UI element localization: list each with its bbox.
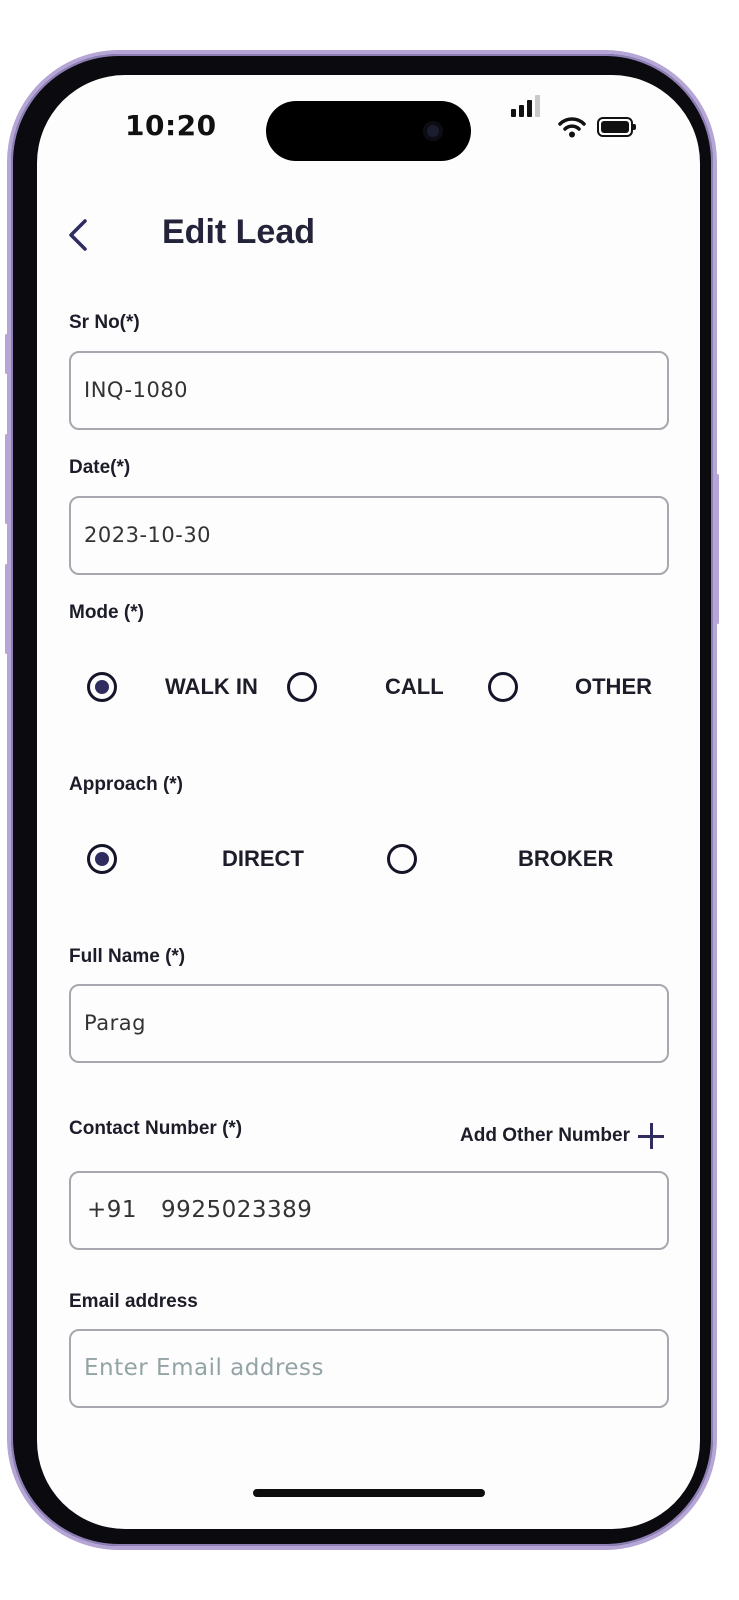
status-bar (37, 75, 700, 175)
mode-option-other-label[interactable]: OTHER (575, 674, 652, 699)
mode-option-walk-in-label[interactable]: WALK IN (165, 674, 258, 699)
sr-no-label: Sr No(*) (69, 312, 140, 333)
approach-radio-direct[interactable] (87, 844, 117, 874)
side-button-left-1 (5, 334, 8, 374)
approach-radio-broker[interactable] (387, 844, 417, 874)
dynamic-island (266, 101, 471, 161)
app-screen (37, 75, 700, 1529)
battery-icon (597, 117, 633, 137)
header (37, 205, 700, 265)
mode-option-call-label[interactable]: CALL (385, 674, 444, 699)
email-input[interactable]: Enter Email address (69, 1329, 669, 1408)
status-time: 10:20 (125, 109, 217, 142)
country-code[interactable]: +91 (87, 1197, 138, 1223)
contact-number-input[interactable] (69, 1171, 669, 1250)
back-chevron-icon[interactable] (65, 215, 95, 255)
page-title: Edit Lead (162, 213, 316, 251)
approach-option-direct-label[interactable]: DIRECT (222, 846, 304, 871)
full-name-label: Full Name (*) (69, 946, 186, 967)
date-label: Date(*) (69, 457, 131, 478)
status-icons (511, 117, 651, 139)
add-other-number-button[interactable] (460, 1121, 664, 1151)
wifi-icon (558, 115, 586, 139)
home-indicator[interactable] (253, 1489, 485, 1497)
sr-no-input[interactable]: INQ-1080 (69, 351, 669, 430)
side-button-right (716, 474, 719, 624)
approach-label: Approach (*) (69, 774, 183, 795)
side-button-left-3 (5, 564, 8, 654)
contact-number-label: Contact Number (*) (69, 1118, 243, 1139)
side-button-left-2 (5, 434, 8, 524)
add-other-number-label: Add Other Number (460, 1125, 630, 1146)
email-label: Email address (69, 1291, 198, 1312)
mode-radio-walk-in[interactable] (87, 672, 117, 702)
mode-radio-call[interactable] (287, 672, 317, 702)
camera-icon (423, 121, 443, 141)
mode-label: Mode (*) (69, 602, 144, 623)
full-name-input[interactable]: Parag (69, 984, 669, 1063)
phone-number: 9925023389 (161, 1197, 313, 1223)
date-input[interactable]: 2023-10-30 (69, 496, 669, 575)
plus-icon (638, 1123, 664, 1149)
approach-option-broker-label[interactable]: BROKER (518, 846, 614, 871)
mode-radio-other[interactable] (488, 672, 518, 702)
